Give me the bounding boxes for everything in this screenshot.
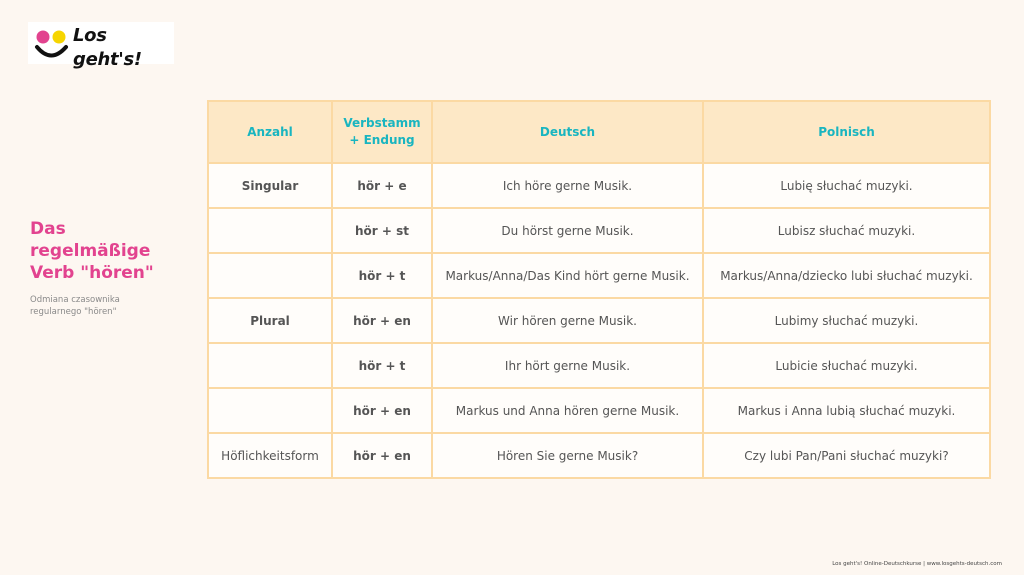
page-subtitle-line: regularnego "hören": [30, 307, 117, 317]
footer-company: Los geht's! Online-Deutschkurse: [832, 561, 922, 567]
cell-polnisch: Czy lubi Pan/Pani słuchać muzyki?: [703, 433, 990, 478]
table-row: [208, 388, 990, 433]
page-title: [30, 218, 200, 284]
cell-anzahl: [208, 208, 332, 253]
table-row: [208, 298, 990, 343]
cell-deutsch: Ihr hört gerne Musik.: [432, 343, 703, 388]
footer-website-link[interactable]: www.losgehts-deutsch.com: [926, 561, 1002, 567]
table-row: [208, 433, 990, 478]
page-title-line: Das: [30, 219, 66, 239]
cell-polnisch: Markus/Anna/dziecko lubi słuchać muzyki.: [703, 253, 990, 298]
logo: [28, 22, 174, 70]
table-row: [208, 163, 990, 208]
cell-deutsch: Du hörst gerne Musik.: [432, 208, 703, 253]
page-title-block: [30, 218, 200, 318]
table-row: [208, 208, 990, 253]
header-verbstamm: [332, 101, 432, 163]
cell-anzahl: Höflichkeitsform: [208, 433, 332, 478]
header-polnisch: Polnisch: [703, 101, 990, 163]
cell-stamm: hör + t: [332, 343, 432, 388]
page-subtitle: [30, 294, 200, 318]
smiley-logo-icon: [34, 28, 70, 62]
cell-stamm: hör + t: [332, 253, 432, 298]
footer: [832, 561, 1002, 567]
cell-polnisch: Markus i Anna lubią słuchać muzyki.: [703, 388, 990, 433]
cell-deutsch: Ich höre gerne Musik.: [432, 163, 703, 208]
cell-polnisch: Lubisz słuchać muzyki.: [703, 208, 990, 253]
header-verbstamm-line: Verbstamm: [343, 116, 421, 130]
header-deutsch: Deutsch: [432, 101, 703, 163]
table-row: [208, 343, 990, 388]
cell-deutsch: Markus/Anna/Das Kind hört gerne Musik.: [432, 253, 703, 298]
cell-polnisch: Lubicie słuchać muzyki.: [703, 343, 990, 388]
conjugation-table: [207, 100, 991, 479]
cell-stamm: hör + en: [332, 388, 432, 433]
cell-stamm: hör + e: [332, 163, 432, 208]
table-header-row: [208, 101, 990, 163]
footer-separator: |: [923, 561, 925, 567]
logo-text: Los geht's!: [73, 25, 142, 70]
cell-polnisch: Lubimy słuchać muzyki.: [703, 298, 990, 343]
cell-anzahl: Plural: [208, 298, 332, 343]
cell-polnisch: Lubię słuchać muzyki.: [703, 163, 990, 208]
cell-anzahl: [208, 388, 332, 433]
header-anzahl: Anzahl: [208, 101, 332, 163]
header-endung-line: + Endung: [349, 133, 415, 147]
cell-stamm: hör + en: [332, 433, 432, 478]
cell-deutsch: Hören Sie gerne Musik?: [432, 433, 703, 478]
cell-stamm: hör + en: [332, 298, 432, 343]
cell-deutsch: Wir hören gerne Musik.: [432, 298, 703, 343]
cell-stamm: hör + st: [332, 208, 432, 253]
cell-anzahl: Singular: [208, 163, 332, 208]
cell-deutsch: Markus und Anna hören gerne Musik.: [432, 388, 703, 433]
cell-anzahl: [208, 253, 332, 298]
page-subtitle-line: Odmiana czasownika: [30, 295, 120, 305]
page-title-line: regelmäßige: [30, 241, 151, 261]
table-row: [208, 253, 990, 298]
page-title-line: Verb "hören": [30, 263, 154, 283]
cell-anzahl: [208, 343, 332, 388]
